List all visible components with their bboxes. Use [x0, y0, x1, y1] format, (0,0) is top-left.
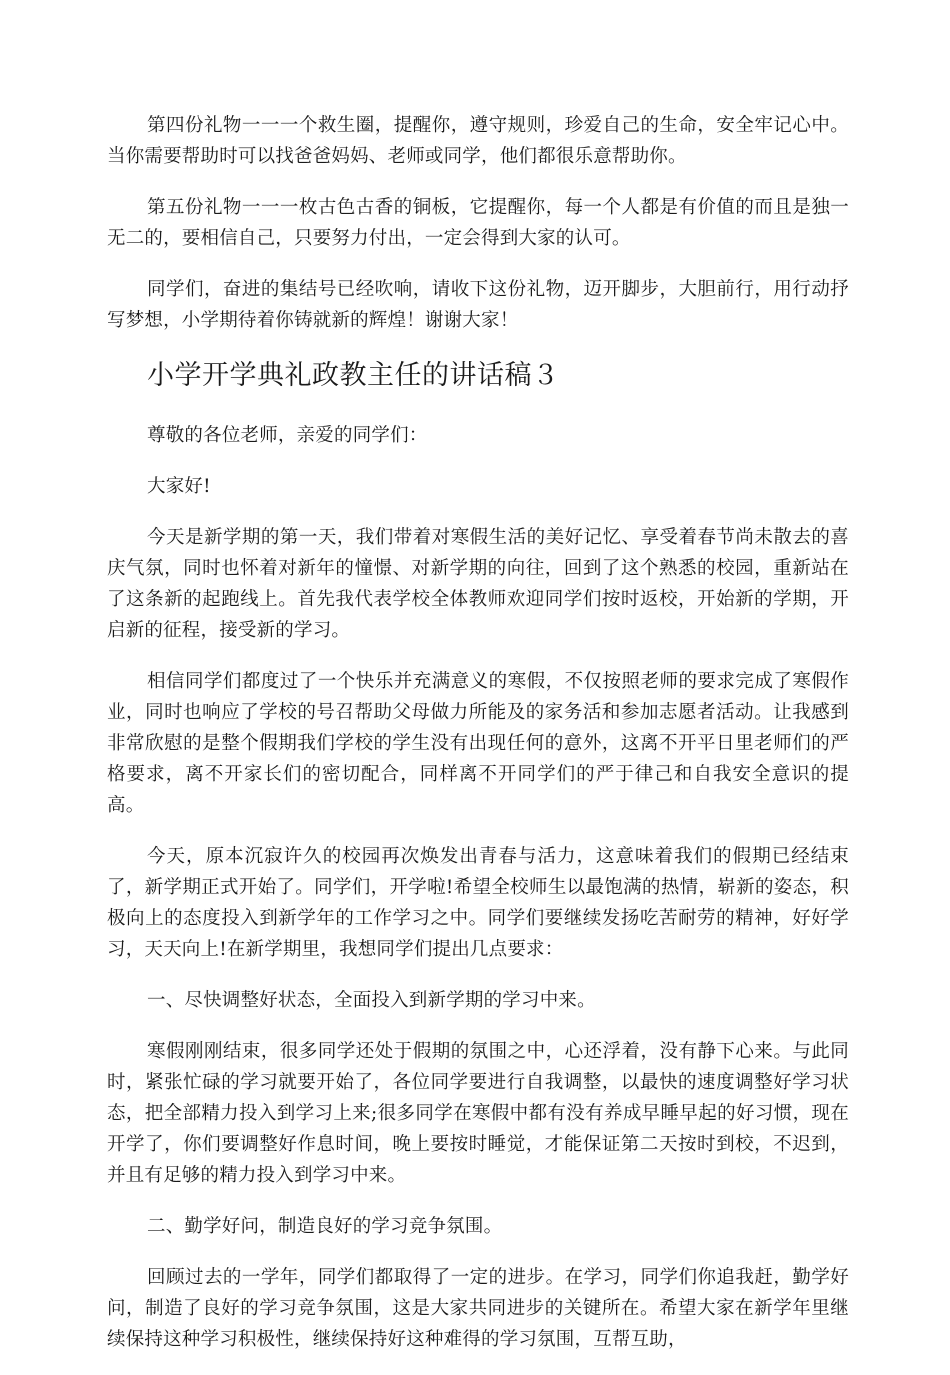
- paragraph-fourth-gift: 第四份礼物一一一个救生圈，提醒你，遵守规则，珍爱自己的生命，安全牢记心中。当你需要帮助时可以找爸爸妈妈、老师或同学，他们都很乐意帮助你。: [107, 115, 849, 167]
- paragraph-requirement-2: 二、勤学好问，制造良好的学习竞争氛围。: [147, 1216, 503, 1237]
- paragraph-winter-break: 相信同学们都度过了一个快乐并充满意义的寒假，不仅按照老师的要求完成了寒假作业，同时也响应了学校的号召帮助父母做力所能及的家务活和参加志愿者活动。让我感到非常欣慰的是整个假期我们学校的学生没有出现任何的意外，这离不开平日里老师们的严格要求，离不开家长们的密切配合，同样离不开同学们的严于律己和自我安全意识的提高。: [107, 671, 849, 816]
- paragraph-fifth-gift: 第五份礼物一一一枚古色古香的铜板，它提醒你，每一个人都是有价值的而且是独一无二的，要相信自己，只要努力付出，一定会得到大家的认可。: [107, 197, 849, 249]
- paragraph-new-semester: 今天，原本沉寂许久的校园再次焕发出青春与活力，这意味着我们的假期已经结束了，新学期正式开始了。同学们，开学啦!希望全校师生以最饱满的热情，崭新的姿态，积极向上的态度投入到新学年的工作学习之中。同学们要继续发扬吃苦耐劳的精神，好好学习，天天向上!在新学期里，我想同学们提出几点要求：: [107, 846, 849, 960]
- paragraph-review: 回顾过去的一学年，同学们都取得了一定的进步。在学习，同学们你追我赶，勤学好问，制造了良好的学习竞争氛围，这是大家共同进步的关键所在。希望大家在新学年里继续保持这种学习积极性，继续保持好这种难得的学习氛围，互帮互助，: [107, 1267, 849, 1350]
- paragraph-requirement-1: 一、尽快调整好状态，全面投入到新学期的学习中来。: [147, 990, 596, 1011]
- paragraph-salutation: 尊敬的各位老师，亲爱的同学们：: [147, 425, 428, 446]
- paragraph-adjust-state: 寒假刚刚结束，很多同学还处于假期的氛围之中，心还浮着，没有静下心来。与此同时，紧张忙碌的学习就要开始了，各位同学要进行自我调整，以最快的速度调整好学习状态，把全部精力投入到学习上来;很多同学在寒假中都有没有养成早睡早起的好习惯，现在开学了，你们要调整好作息时间，晚上要按时睡觉，才能保证第二天按时到校，不迟到，并且有足够的精力投入到学习中来。: [107, 1041, 849, 1186]
- paragraph-closing: 同学们，奋进的集结号已经吹响，请收下这份礼物，迈开脚步，大胆前行，用行动抒写梦想，小学期待着你铸就新的辉煌！谢谢大家！: [107, 279, 849, 331]
- paragraph-opening: 今天是新学期的第一天，我们带着对寒假生活的美好记忆、享受着春节尚未散去的喜庆气氛，同时也怀着对新年的憧憬、对新学期的向往，回到了这个熟悉的校园，重新站在了这条新的起跑线上。首先我代表学校全体教师欢迎同学们按时返校，开始新的学期，开启新的征程，接受新的学习。: [107, 527, 849, 641]
- section-heading: 小学开学典礼政教主任的讲话稿３: [147, 360, 560, 391]
- document-body: [107, 110, 849, 1375]
- paragraph-greeting: 大家好!: [147, 476, 211, 497]
